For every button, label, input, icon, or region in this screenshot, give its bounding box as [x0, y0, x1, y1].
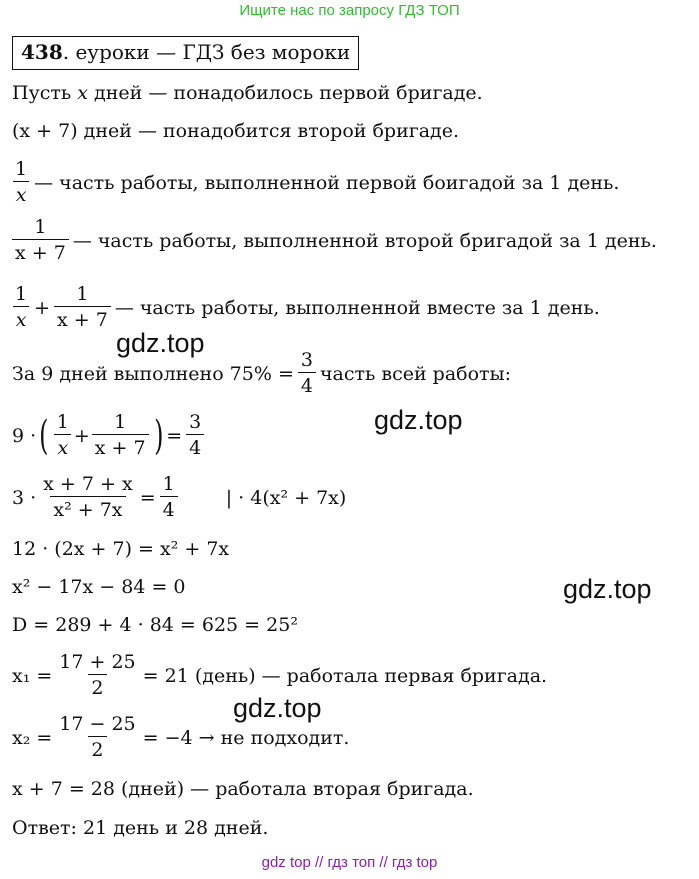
watermark: gdz.top — [374, 405, 463, 435]
fraction: $\frac{1}{x}$ — [54, 410, 72, 461]
equation-1: 9 · ( $\frac{1}{x}$ + $\frac{1}{x + 7}$ ) = $\frac{3}{4}$ — [12, 410, 208, 461]
problem-number: 438 — [21, 40, 63, 64]
answer-line: Ответ: 21 день и 28 дней. — [12, 817, 269, 839]
watermark: gdz.top — [116, 328, 205, 358]
fraction: $\frac{17 - 25}{2}$ — [59, 713, 136, 761]
fraction: $\frac{1}{x + 7}$ — [12, 215, 69, 266]
watermark: gdz.top — [563, 574, 652, 604]
fraction-line-2: $\frac{1}{x + 7}$ — часть работы, выполненной второй бригадой за 1 день. — [12, 215, 657, 266]
fraction-line-3: $\frac{1}{x}$ + $\frac{1}{x + 7}$ — часть работы, выполненной вместе за 1 день. — [12, 282, 600, 333]
fraction: $\frac{1}{x}$ — [12, 282, 30, 333]
fraction: $\frac{17 + 25}{2}$ — [59, 651, 136, 699]
watermark: gdz.top — [233, 693, 322, 723]
search-hint-banner: Ищите нас по запросу ГДЗ ТОП — [239, 2, 460, 19]
root-1: x₁ = $\frac{17 + 25}{2}$ = 21 (день) — работала первая бригада. — [12, 651, 548, 699]
solution-line-1: Пусть x дней — понадобилось первой бригаде. — [12, 82, 483, 104]
footer-links: gdz top // гдз топ // гдз top — [261, 854, 438, 871]
discriminant: D = 289 + 4 · 84 = 625 = 25² — [12, 614, 298, 636]
root-2: x₂ = $\frac{17 - 25}{2}$ = −4 → не подходит. — [12, 713, 350, 761]
problem-title-text: . еуроки — ГДЗ без мороки — [62, 40, 351, 64]
right-paren: ) — [153, 412, 164, 459]
fraction: $\frac{1}{x + 7}$ — [92, 410, 149, 461]
equation-2: 3 · $\frac{x + 7 + x}{\text{x² + 7x}}$ = $\frac{1}{4}$ | · 4(x² + 7x) — [12, 473, 347, 521]
solution-line-6: За 9 дней выполнено 75% = $\frac{3}{4}$ часть всей работы: — [12, 349, 512, 397]
equation-3: 12 · (2x + 7) = x² + 7x — [12, 538, 230, 560]
fraction: $\frac{1}{x + 7}$ — [54, 282, 111, 333]
fraction: $\frac{3}{4}$ — [186, 410, 204, 461]
problem-title — [12, 36, 359, 70]
fraction: $\frac{1}{x}$ — [12, 157, 30, 208]
solution-line-2: (x + 7) дней — понадобится второй бригаде. — [12, 120, 460, 142]
fraction: $\frac{3}{4}$ — [298, 348, 316, 399]
fraction: $\frac{x + 7 + x}{\text{x² + 7x}}$ — [43, 473, 133, 521]
fraction-line-1: $\frac{1}{x}$ — часть работы, выполненной первой боигадой за 1 день. — [12, 157, 619, 208]
fraction: $\frac{1}{4}$ — [160, 472, 178, 523]
solution-line-13: x + 7 = 28 (дней) — работала вторая бригада. — [12, 778, 474, 800]
equation-4: x² − 17x − 84 = 0 — [12, 576, 186, 598]
left-paren: ( — [39, 412, 49, 459]
